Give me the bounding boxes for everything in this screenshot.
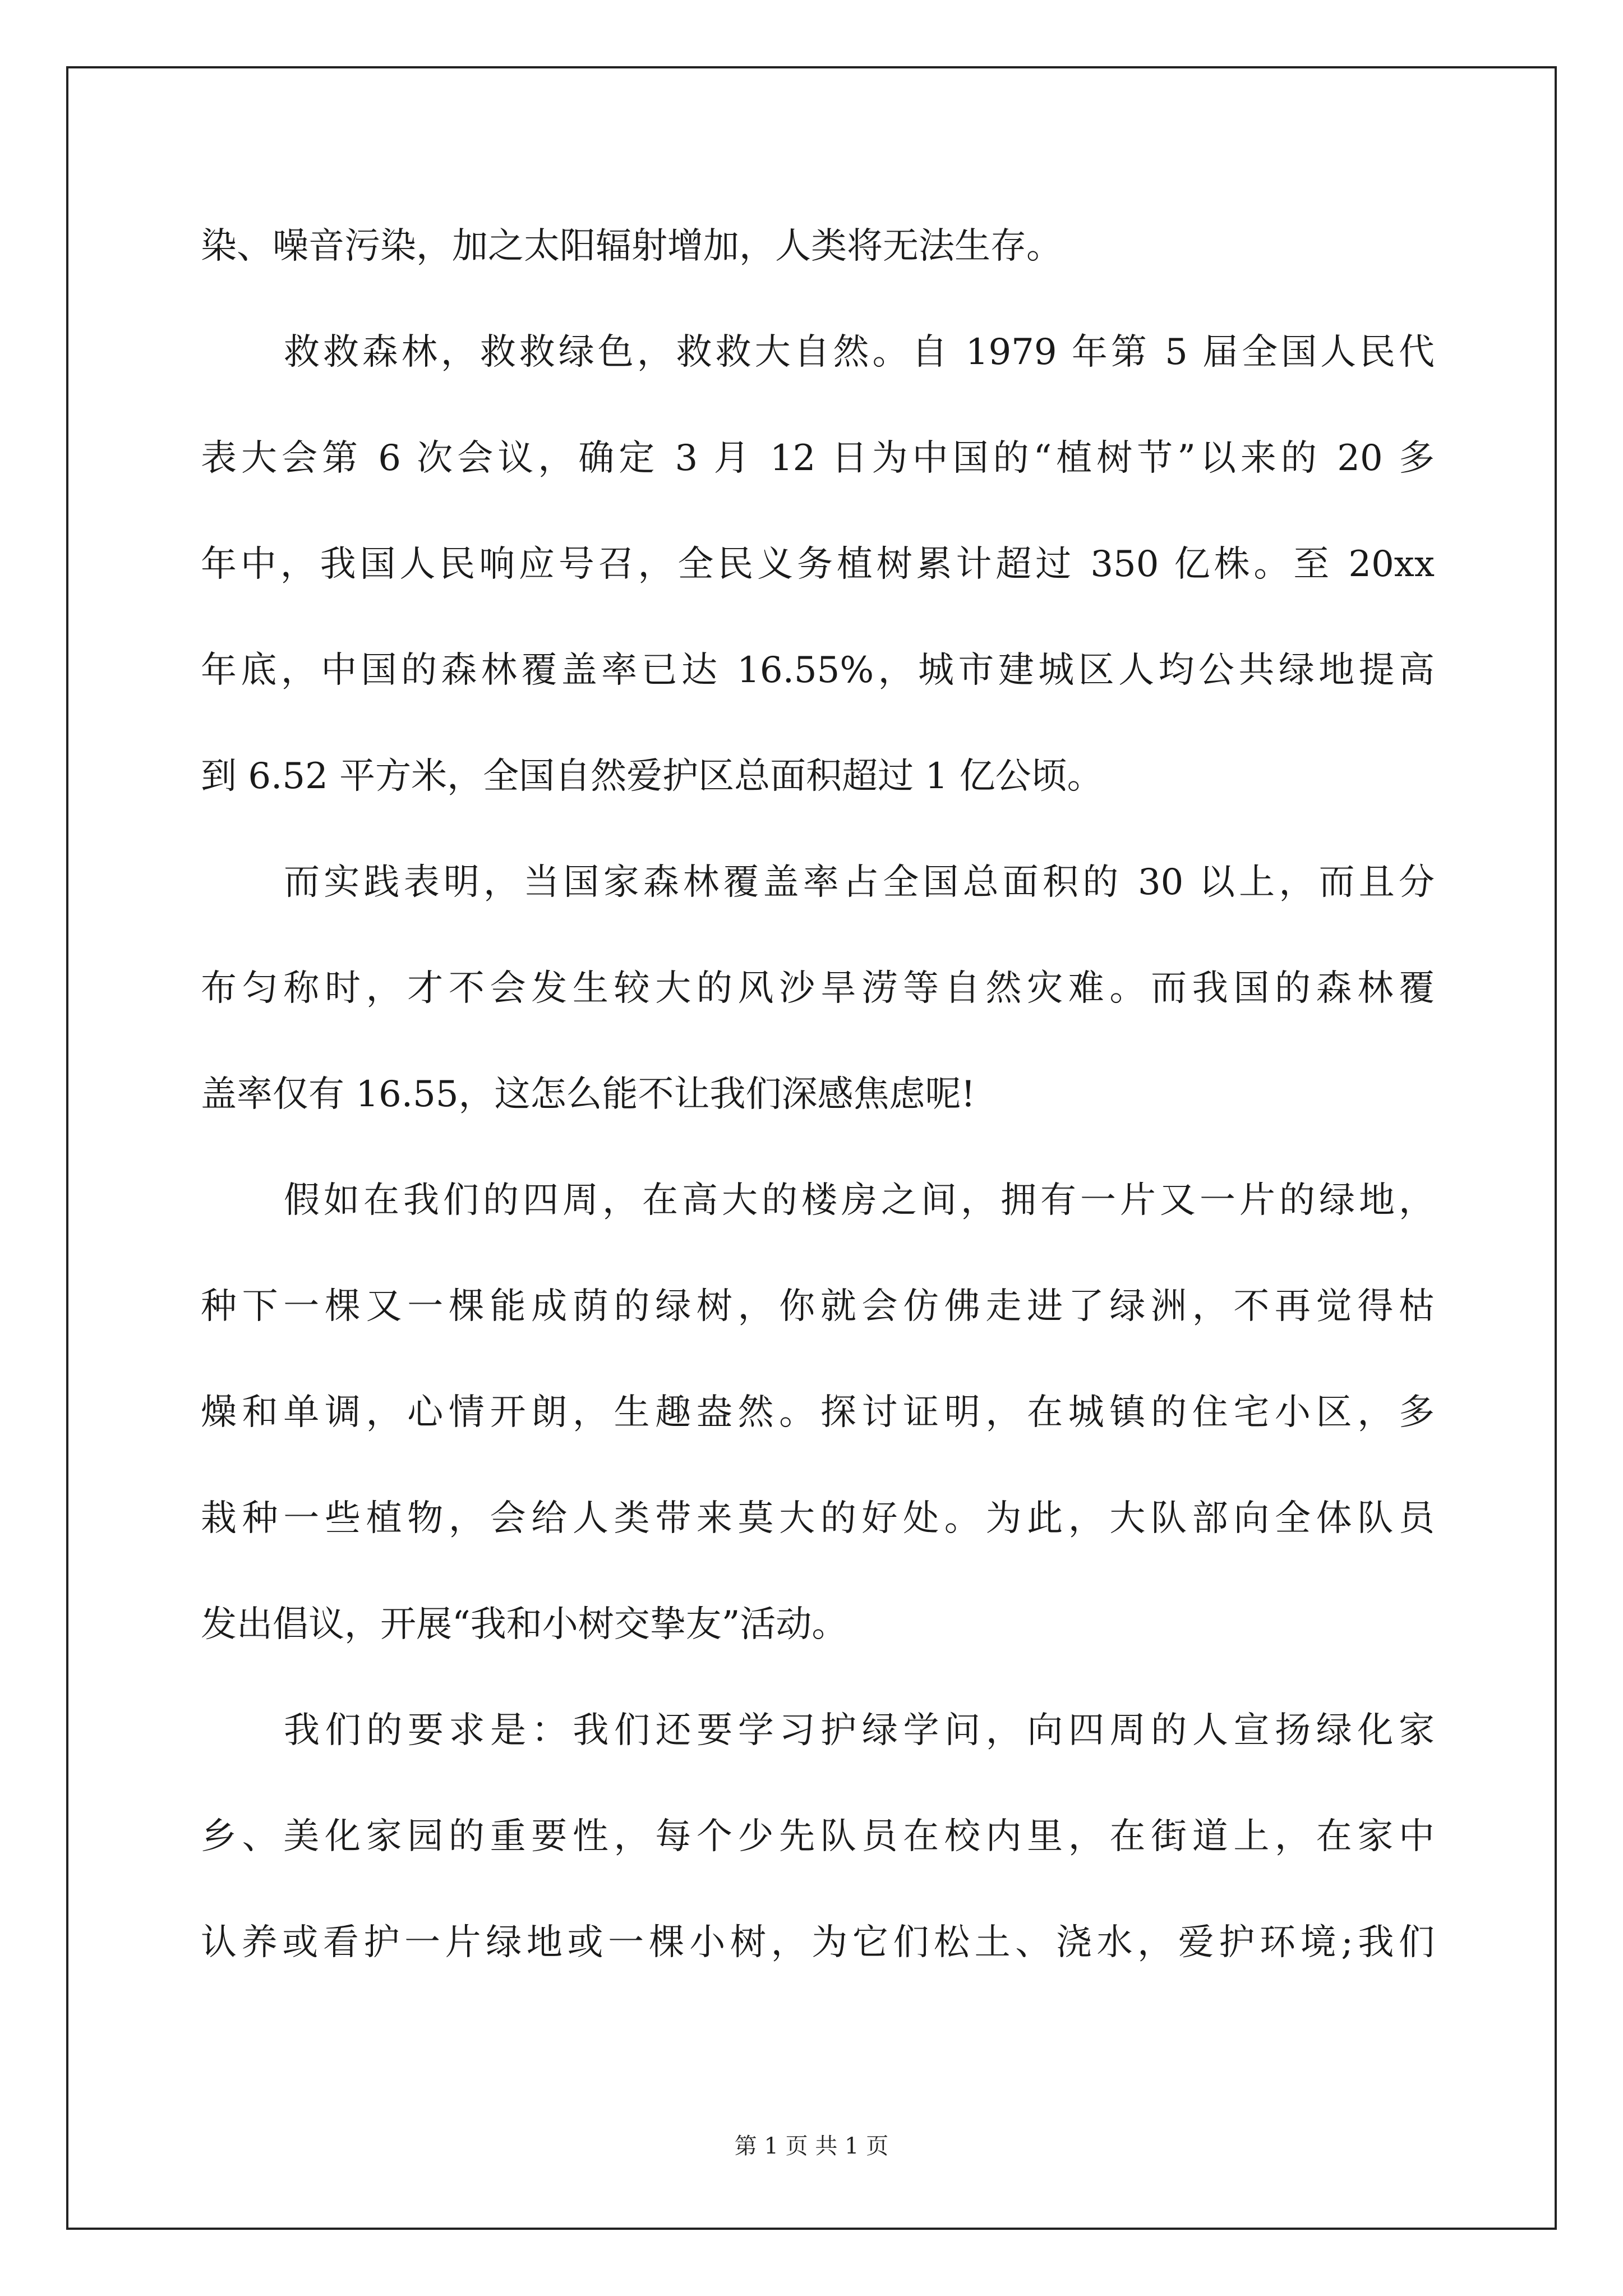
text-line: 认养或看护一片绿地或一棵小树，为它们松土、浇水，爱护环境;我们 xyxy=(201,1922,1435,1963)
text-line: 种下一棵又一棵能成荫的绿树，你就会仿佛走进了绿洲，不再觉得枯 xyxy=(201,1286,1435,1327)
text-line: 发出倡议，开展“我和小树交挚友”活动。 xyxy=(201,1604,848,1645)
page-footer xyxy=(0,2128,1623,2160)
document-body xyxy=(201,194,1435,1996)
text-line: 到 6.52 平方米，全国自然爱护区总面积超过 1 亿公顷。 xyxy=(201,756,1103,797)
text-line: 乡、美化家园的重要性，每个少先队员在校内里，在街道上，在家中 xyxy=(201,1816,1435,1857)
text-line: 表大会第 6 次会议，确定 3 月 12 日为中国的“植树节”以来的 20 多 xyxy=(201,438,1435,479)
text-line: 救救森林，救救绿色，救救大自然。自 1979 年第 5 届全国人民代 xyxy=(284,332,1435,373)
text-line: 燥和单调，心情开朗，生趣盎然。探讨证明，在城镇的住宅小区，多 xyxy=(201,1392,1435,1433)
text-line: 栽种一些植物，会给人类带来莫大的好处。为此，大队部向全体队员 xyxy=(201,1498,1435,1539)
text-line: 盖率仅有 16.55，这怎么能不让我们深感焦虑呢! xyxy=(201,1074,976,1115)
text-line: 我们的要求是：我们还要学习护绿学问，向四周的人宣扬绿化家 xyxy=(284,1710,1435,1751)
text-line: 布匀称时，才不会发生较大的风沙旱涝等自然灾难。而我国的森林覆 xyxy=(201,968,1435,1009)
text-line: 年底，中国的森林覆盖率已达 16.55%，城市建城区人均公共绿地提高 xyxy=(201,650,1435,691)
text-line: 而实践表明，当国家森林覆盖率占全国总面积的 30 以上，而且分 xyxy=(284,862,1435,903)
text-line: 染、噪音污染，加之太阳辐射增加，人类将无法生存。 xyxy=(201,226,1062,267)
text-line: 假如在我们的四周，在高大的楼房之间，拥有一片又一片的绿地， xyxy=(284,1180,1435,1221)
page-number: 第 1 页 共 1 页 xyxy=(734,2133,889,2159)
text-line: 年中，我国人民响应号召，全民义务植树累计超过 350 亿株。至 20xx xyxy=(201,544,1435,585)
